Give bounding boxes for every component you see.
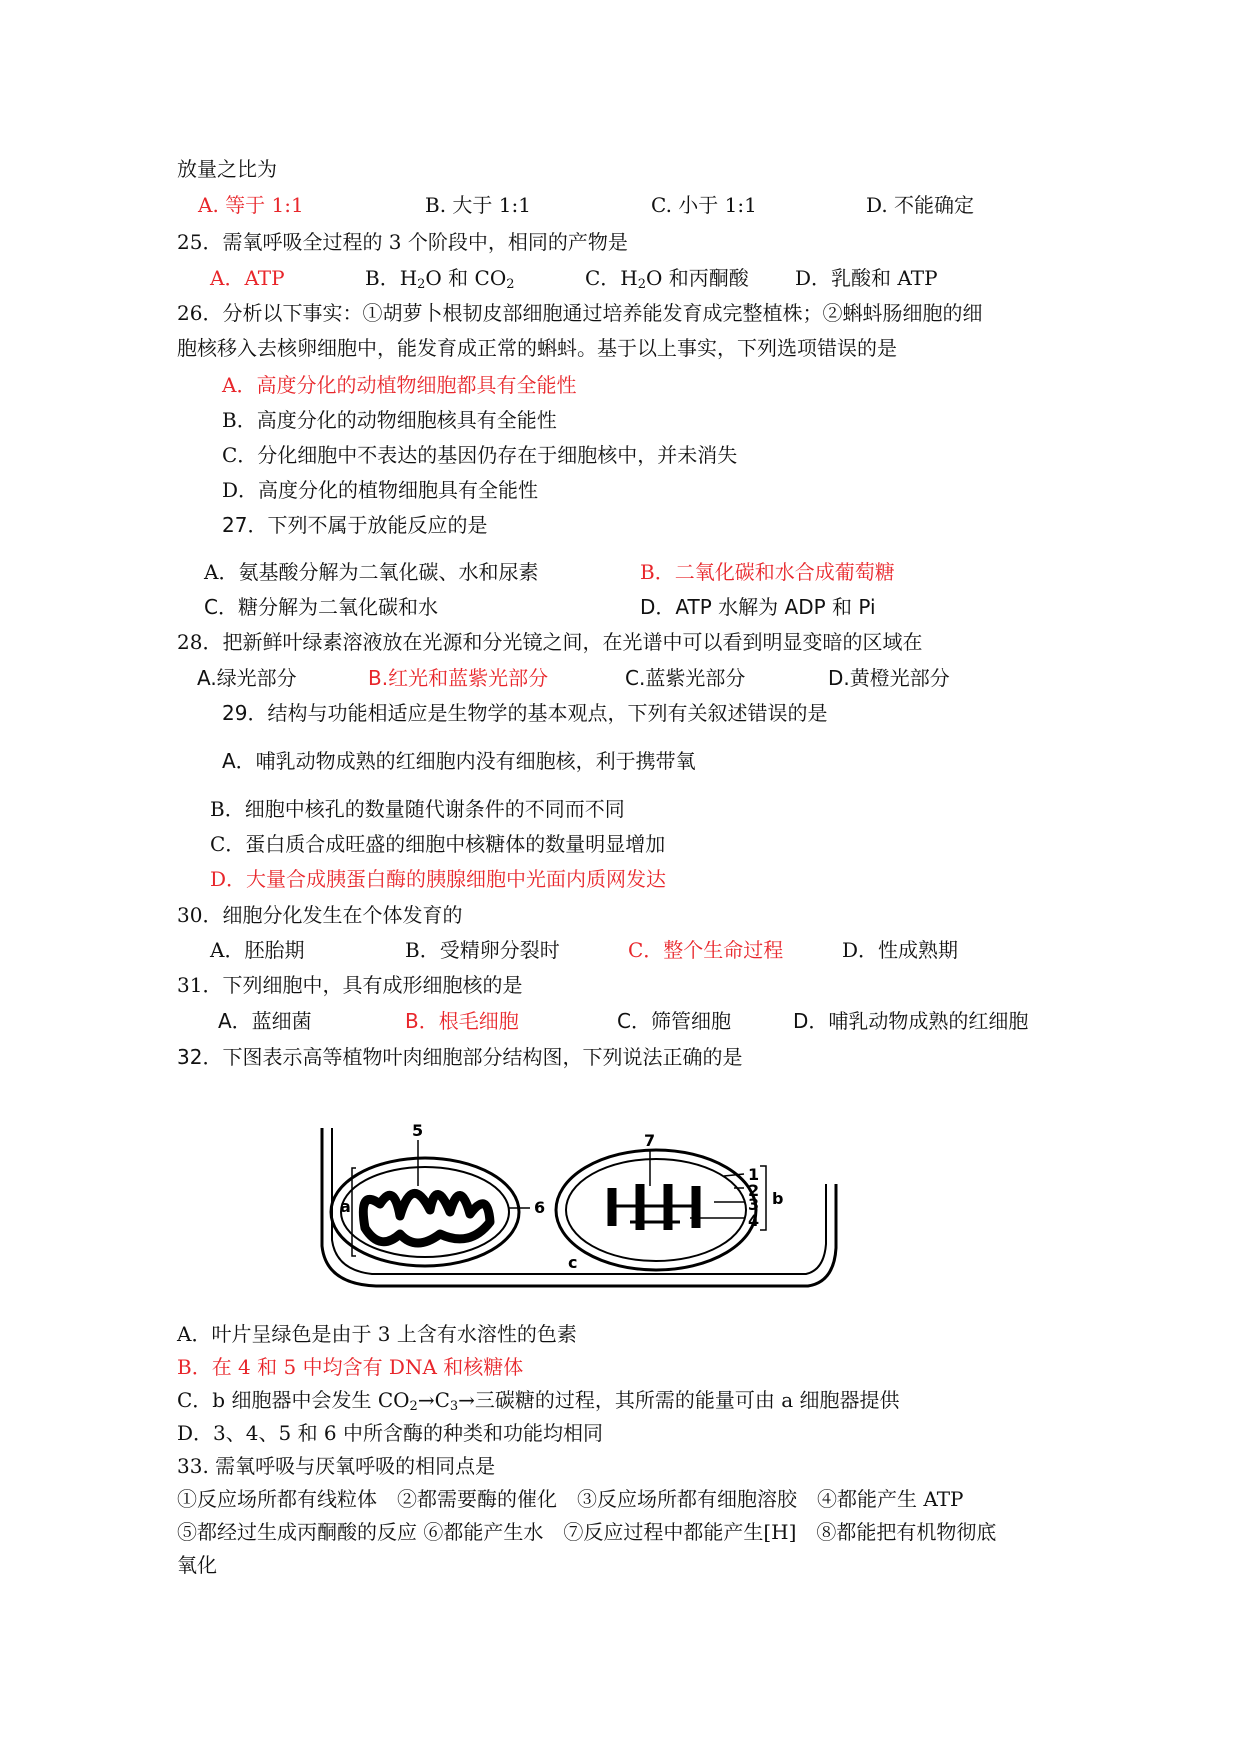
q30-option-a[interactable]: A．胚胎期 bbox=[210, 938, 305, 962]
q25-option-b[interactable]: B．$H_2O$ 和 $CO_2$ bbox=[365, 266, 515, 292]
q26-option-b[interactable]: B．高度分化的动物细胞核具有全能性 bbox=[222, 408, 557, 432]
q31-option-c[interactable]: C．筛管细胞 bbox=[617, 1009, 731, 1033]
q31-option-d[interactable]: D．哺乳动物成熟的红细胞 bbox=[793, 1009, 1029, 1033]
label-a: a bbox=[340, 1197, 351, 1216]
q30-stem: 30．细胞分化发生在个体发育的 bbox=[177, 903, 463, 927]
q29-stem: 29．结构与功能相适应是生物学的基本观点，下列有关叙述错误的是 bbox=[222, 701, 828, 725]
q33-statements-line2: ⑤都经过生成丙酮酸的反应 ⑥都能产生水 ⑦反应过程中都能产生[H] ⑧都能把有机物彻底 bbox=[177, 1520, 997, 1544]
q24-option-d[interactable]: D. 不能确定 bbox=[866, 193, 975, 217]
q26-stem-line1: 26．分析以下事实：①胡萝卜根韧皮部细胞通过培养能发育成完整植株；②蝌蚪肠细胞的细 bbox=[177, 301, 983, 325]
q28-option-d[interactable]: D.黄橙光部分 bbox=[828, 666, 950, 690]
q31-option-b[interactable]: B．根毛细胞 bbox=[405, 1009, 519, 1033]
q33-statements-line1: ①反应场所都有线粒体 ②都需要酶的催化 ③反应场所都有细胞溶胶 ④都能产生 ATP bbox=[177, 1487, 964, 1511]
q27-option-c[interactable]: C．糖分解为二氧化碳和水 bbox=[204, 595, 438, 619]
label-4: 4 bbox=[748, 1211, 760, 1230]
q28-stem: 28．把新鲜叶绿素溶液放在光源和分光镜之间，在光谱中可以看到明显变暗的区域在 bbox=[177, 630, 923, 654]
intro-line: 放量之比为 bbox=[177, 157, 277, 181]
mitochondrion bbox=[331, 1158, 519, 1266]
q27-option-a[interactable]: A．氨基酸分解为二氧化碳、水和尿素 bbox=[204, 560, 539, 584]
label-1: 1 bbox=[748, 1165, 760, 1184]
q29-option-a[interactable]: A．哺乳动物成熟的红细胞内没有细胞核，利于携带氧 bbox=[222, 749, 696, 773]
q33-stem: 33. 需氧呼吸与厌氧呼吸的相同点是 bbox=[177, 1454, 496, 1478]
q25-option-a[interactable]: A．ATP bbox=[210, 266, 285, 290]
q24-option-c[interactable]: C. 小于 1:1 bbox=[651, 193, 757, 217]
label-b: b bbox=[772, 1189, 784, 1208]
label-7: 7 bbox=[644, 1131, 656, 1150]
label-5: 5 bbox=[412, 1121, 424, 1140]
q29-option-b[interactable]: B．细胞中核孔的数量随代谢条件的不同而不同 bbox=[210, 797, 625, 821]
q27-option-d[interactable]: D．ATP 水解为 ADP 和 Pi bbox=[640, 595, 876, 619]
q30-option-b[interactable]: B．受精卵分裂时 bbox=[405, 938, 560, 962]
q32-option-a[interactable]: A．叶片呈绿色是由于 3 上含有水溶性的色素 bbox=[177, 1322, 577, 1346]
q32-option-d[interactable]: D．3、4、5 和 6 中所含酶的种类和功能均相同 bbox=[177, 1421, 604, 1445]
q30-option-d[interactable]: D．性成熟期 bbox=[842, 938, 959, 962]
q32-option-c[interactable]: C．b 细胞器中会发生 $CO_2\to C_3\to$三碳糖的过程，其所需的能量可由 a 细胞器提供 bbox=[177, 1388, 900, 1414]
label-3: 3 bbox=[748, 1195, 760, 1214]
q28-option-c[interactable]: C.蓝紫光部分 bbox=[625, 666, 746, 690]
q33-statements-line3: 氧化 bbox=[177, 1553, 217, 1577]
q24-option-a[interactable]: A. 等于 1:1 bbox=[198, 193, 304, 217]
q25-option-c[interactable]: C．$H_2O$ 和丙酮酸 bbox=[585, 266, 749, 292]
q27-option-b[interactable]: B．二氧化碳和水合成葡萄糖 bbox=[640, 560, 895, 584]
q25-option-d[interactable]: D．乳酸和 ATP bbox=[795, 266, 938, 290]
q28-option-a[interactable]: A.绿光部分 bbox=[197, 666, 297, 690]
q29-option-d[interactable]: D．大量合成胰蛋白酶的胰腺细胞中光面内质网发达 bbox=[210, 867, 667, 891]
q26-stem-line2: 胞核移入去核卵细胞中，能发育成正常的蝌蚪。基于以上事实，下列选项错误的是 bbox=[177, 336, 897, 360]
q24-option-b[interactable]: B. 大于 1:1 bbox=[425, 193, 531, 217]
q26-option-c[interactable]: C．分化细胞中不表达的基因仍存在于细胞核中，并未消失 bbox=[222, 443, 738, 467]
cell-structure-figure bbox=[320, 1118, 840, 1298]
label-c: c bbox=[568, 1253, 578, 1272]
label-6: 6 bbox=[534, 1198, 546, 1217]
q28-option-b[interactable]: B.红光和蓝紫光部分 bbox=[368, 666, 549, 690]
q32-stem: 32．下图表示高等植物叶肉细胞部分结构图，下列说法正确的是 bbox=[177, 1045, 743, 1069]
q31-option-a[interactable]: A．蓝细菌 bbox=[218, 1009, 312, 1033]
q32-option-b[interactable]: B．在 4 和 5 中均含有 DNA 和核糖体 bbox=[177, 1355, 524, 1379]
q25-stem: 25．需氧呼吸全过程的 3 个阶段中，相同的产物是 bbox=[177, 230, 628, 254]
q29-option-c[interactable]: C．蛋白质合成旺盛的细胞中核糖体的数量明显增加 bbox=[210, 832, 666, 856]
q27-stem: 27．下列不属于放能反应的是 bbox=[222, 513, 488, 537]
q26-option-a[interactable]: A．高度分化的动植物细胞都具有全能性 bbox=[222, 373, 577, 397]
label-2: 2 bbox=[748, 1181, 760, 1200]
q26-option-d[interactable]: D．高度分化的植物细胞具有全能性 bbox=[222, 478, 539, 502]
q30-option-c[interactable]: C．整个生命过程 bbox=[628, 938, 784, 962]
chloroplast bbox=[556, 1150, 756, 1270]
q31-stem: 31．下列细胞中，具有成形细胞核的是 bbox=[177, 973, 523, 997]
